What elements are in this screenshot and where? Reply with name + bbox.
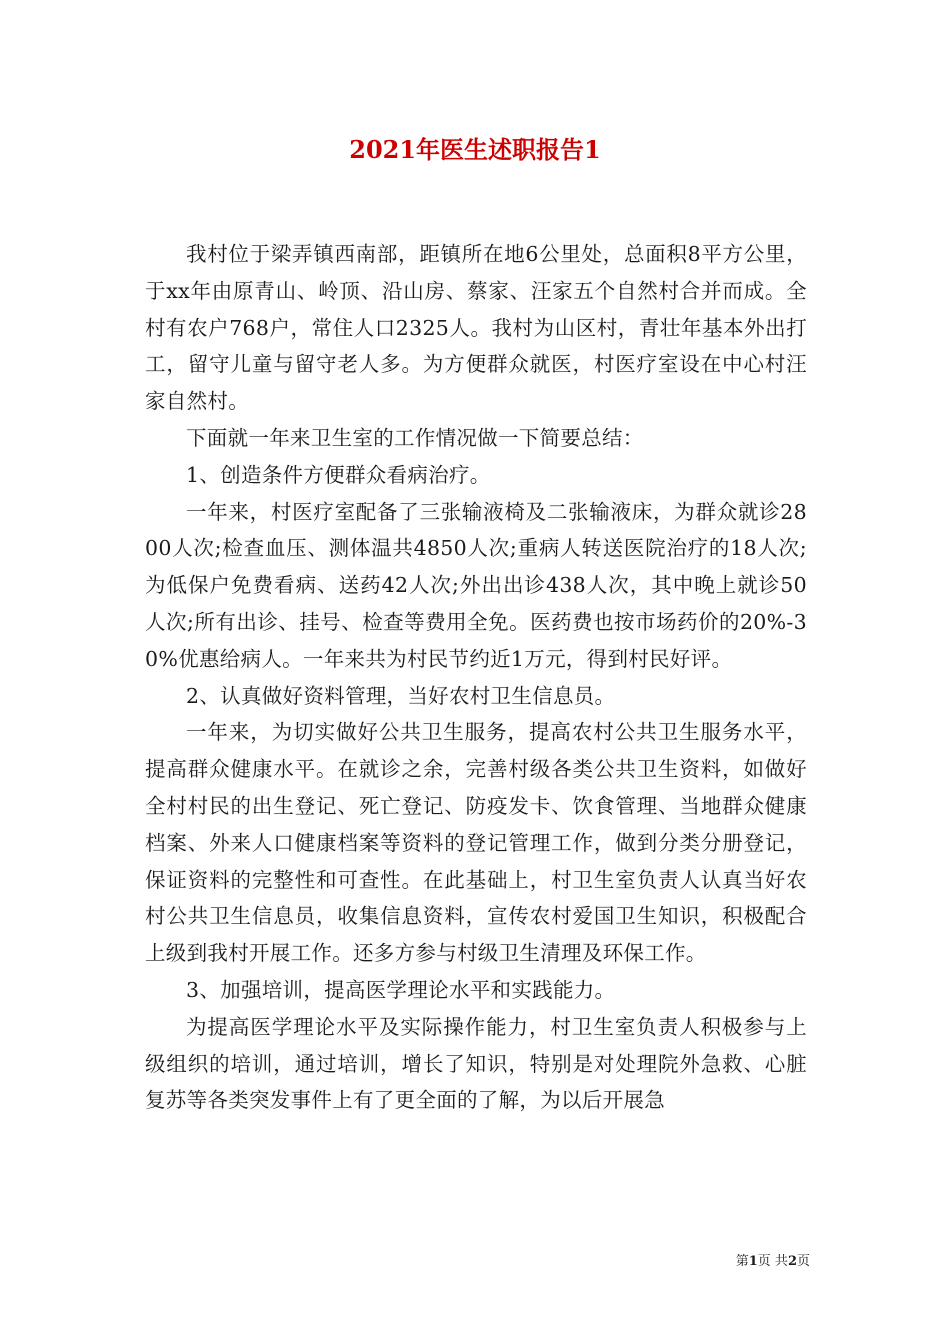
page-number-footer [736, 1250, 810, 1269]
section-heading-2: 2、认真做好资料管理，当好农村卫生信息员。 [186, 683, 616, 708]
document-body [145, 236, 807, 1119]
section-heading-3: 3、加强培训，提高医学理论水平和实践能力。 [186, 977, 616, 1002]
paragraph-section-3: 为提高医学理论水平及实际操作能力，村卫生室负责人积极参与上级组织的培训，通过培训，增长了知识，特别是对处理院外急救、心脏复苏等各类突发事件上有了更全面的了解，为以后开展急 [145, 1014, 807, 1113]
paragraph-section-2: 一年来，为切实做好公共卫生服务，提高农村公共卫生服务水平，提高群众健康水平。在就诊之余，完善村级各类公共卫生资料，如做好全村村民的出生登记、死亡登记、防疫发卡、饮食管理、当地群众健康档案、外来人口健康档案等资料的登记管理工作，做到分类分册登记，保证资料的完整性和可查性。在此基础上，村卫生室负责人认真当好农村公共卫生信息员，收集信息资料，宣传农村爱国卫生知识，积极配合上级到我村开展工作。还多方参与村级卫生清理及环保工作。 [145, 720, 807, 966]
footer-total-pages: 2 [787, 1254, 797, 1269]
paragraph-section-1: 一年来，村医疗室配备了三张输液椅及二张输液床，为群众就诊2800人次;检查血压、测体温共4850人次;重病人转送医院治疗的18人次;为低保户免费看病、送药42人次;外出出诊438人次，其中晚上就诊50人次;所有出诊、挂号、检查等费用全免。医药费也按市场药价的20%-30%优惠给病人。一年来共为村民节约近1万元，得到村民好评。 [145, 499, 807, 671]
footer-suffix: 页 [796, 1254, 810, 1269]
section-heading-1: 1、创造条件方便群众看病治疗。 [186, 462, 491, 487]
document-title: 2021年医生述职报告1 [349, 135, 601, 164]
paragraph-summary-lead: 下面就一年来卫生室的工作情况做一下简要总结： [186, 425, 644, 450]
footer-prefix: 第 [735, 1254, 749, 1269]
paragraph-intro: 我村位于梁弄镇西南部，距镇所在地6公里处，总面积8平方公里，于xx年由原青山、岭顶、沿山房、蔡家、汪家五个自然村合并而成。全村有农户768户，常住人口2325人。我村为山区村，青壮年基本外出打工，留守儿童与留守老人多。为方便群众就医，村医疗室设在中心村汪家自然村。 [145, 242, 807, 414]
footer-current-page: 1 [748, 1254, 758, 1269]
footer-middle: 页 共 [757, 1254, 788, 1269]
